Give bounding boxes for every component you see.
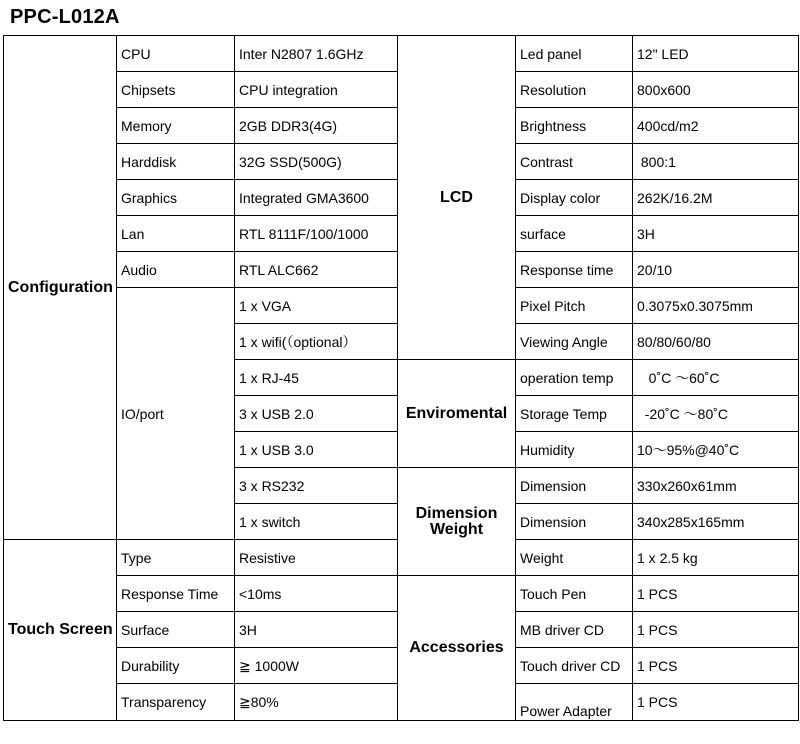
- spec-key: Response time: [516, 252, 633, 288]
- spec-value: 1 x VGA: [235, 288, 398, 324]
- spec-key: Display color: [516, 180, 633, 216]
- spec-value: 3 x RS232: [235, 468, 398, 504]
- spec-key: Contrast: [516, 144, 633, 180]
- spec-value: 0.3075x0.3075mm: [633, 288, 799, 324]
- spec-key: Surface: [117, 612, 235, 648]
- spec-value: RTL 8111F/100/1000: [235, 216, 398, 252]
- spec-key: Viewing Angle: [516, 324, 633, 360]
- spec-key: Durability: [117, 648, 235, 684]
- spec-value: 262K/16.2M: [633, 180, 799, 216]
- spec-key: Graphics: [117, 180, 235, 216]
- spec-value: 330x260x61mm: [633, 468, 799, 504]
- spec-value: 1 PCS: [633, 684, 799, 721]
- spec-value: 3 x USB 2.0: [235, 396, 398, 432]
- spec-value: 2GB DDR3(4G): [235, 108, 398, 144]
- spec-value: -20˚C ～80˚C: [633, 396, 799, 432]
- spec-value: 80/80/60/80: [633, 324, 799, 360]
- spec-value: 800x600: [633, 72, 799, 108]
- spec-value: 20/10: [633, 252, 799, 288]
- spec-value: 32G SSD(500G): [235, 144, 398, 180]
- spec-value: 1 x USB 3.0: [235, 432, 398, 468]
- spec-key: Humidity: [516, 432, 633, 468]
- spec-value: 1 x wifi(（optional）: [235, 324, 398, 360]
- section-accessories: Accessories: [398, 576, 516, 721]
- spec-value: 1 x switch: [235, 504, 398, 540]
- table-row: [4, 36, 799, 72]
- section-configuration: Configuration: [4, 36, 117, 540]
- spec-key: Transparency: [117, 684, 235, 721]
- section-lcd: LCD: [398, 36, 516, 360]
- spec-value: 1 x RJ-45: [235, 360, 398, 396]
- spec-table: [3, 35, 799, 721]
- spec-key: surface: [516, 216, 633, 252]
- spec-key: Audio: [117, 252, 235, 288]
- spec-value: 3H: [235, 612, 398, 648]
- spec-value: ≧80%: [235, 684, 398, 721]
- section-touch-screen: Touch Screen: [4, 540, 117, 721]
- spec-key-io-port: IO/port: [117, 288, 235, 540]
- spec-key: Type: [117, 540, 235, 576]
- spec-value: 0˚C ～60˚C: [633, 360, 799, 396]
- spec-value: CPU integration: [235, 72, 398, 108]
- spec-value: 10～95%@40˚C: [633, 432, 799, 468]
- spec-key: operation temp: [516, 360, 633, 396]
- spec-value: 1 PCS: [633, 576, 799, 612]
- spec-key: Dimension: [516, 468, 633, 504]
- table-row: [4, 576, 799, 612]
- spec-key: Weight: [516, 540, 633, 576]
- spec-key: Memory: [117, 108, 235, 144]
- spec-key: Touch Pen: [516, 576, 633, 612]
- spec-key: MB driver CD: [516, 612, 633, 648]
- page-title: PPC-L012A: [10, 6, 120, 28]
- spec-value: 400cd/m2: [633, 108, 799, 144]
- spec-value: 1 x 2.5 kg: [633, 540, 799, 576]
- spec-key: Lan: [117, 216, 235, 252]
- spec-value: 1 PCS: [633, 612, 799, 648]
- spec-key: Resolution: [516, 72, 633, 108]
- spec-key: Power Adapter: [516, 684, 633, 721]
- spec-value: <10ms: [235, 576, 398, 612]
- section-dimension-weight: Dimension Weight: [398, 468, 516, 576]
- spec-value: Integrated GMA3600: [235, 180, 398, 216]
- spec-key: Touch driver CD: [516, 648, 633, 684]
- spec-key: Response Time: [117, 576, 235, 612]
- spec-value: 1 PCS: [633, 648, 799, 684]
- spec-value: ≧ 1000W: [235, 648, 398, 684]
- spec-key: Dimension: [516, 504, 633, 540]
- spec-key: Harddisk: [117, 144, 235, 180]
- spec-key: Storage Temp: [516, 396, 633, 432]
- spec-value: 340x285x165mm: [633, 504, 799, 540]
- spec-value: Resistive: [235, 540, 398, 576]
- spec-value: Inter N2807 1.6GHz: [235, 36, 398, 72]
- spec-value: 3H: [633, 216, 799, 252]
- section-environmental: Enviromental: [398, 360, 516, 468]
- spec-key: Led panel: [516, 36, 633, 72]
- spec-key: Chipsets: [117, 72, 235, 108]
- spec-key: CPU: [117, 36, 235, 72]
- spec-value: 800:1: [633, 144, 799, 180]
- spec-key: Brightness: [516, 108, 633, 144]
- spec-value: 12" LED: [633, 36, 799, 72]
- spec-value: RTL ALC662: [235, 252, 398, 288]
- spec-key: Pixel Pitch: [516, 288, 633, 324]
